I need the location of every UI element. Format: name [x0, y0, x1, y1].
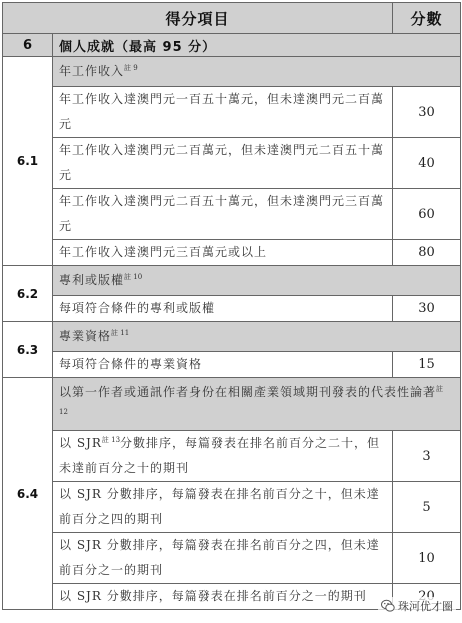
row-score: 60	[393, 189, 461, 240]
table-row	[3, 240, 461, 266]
group-number: 6.3	[3, 322, 53, 378]
row-score: 5	[393, 482, 461, 533]
header-item-column: 得分項目	[3, 3, 393, 34]
row-text: 年工作收入達澳門元二百萬元，但未達澳門元二百五十萬元	[53, 138, 393, 189]
row-score: 30	[393, 87, 461, 138]
row-text: 年工作收入達澳門元二百五十萬元，但未達澳門元三百萬元	[53, 189, 393, 240]
group-title-row	[3, 57, 461, 87]
table-row	[3, 87, 461, 138]
row-score: 30	[393, 296, 461, 322]
wechat-logo-icon	[381, 599, 395, 613]
row-text: 以 SJR 分數排序，每篇發表在排名前百分之一的期刊	[53, 584, 393, 610]
group-title: 專利或版權$^{註 10}$	[53, 266, 461, 296]
watermark	[378, 597, 456, 615]
row-text: 年工作收入達澳門元一百五十萬元，但未達澳門元二百萬元	[53, 87, 393, 138]
table-row	[3, 296, 461, 322]
table-row	[3, 189, 461, 240]
table-row	[3, 533, 461, 584]
row-score: 80	[393, 240, 461, 266]
group-title-row	[3, 378, 461, 431]
row-text: 以 SJR 分數排序，每篇發表在排名前百分之十，但未達前百分之四的期刊	[53, 482, 393, 533]
row-score: 15	[393, 352, 461, 378]
group-title: 年工作收入$^{註 9}$	[53, 57, 461, 87]
group-title-row	[3, 266, 461, 296]
row-score: 10	[393, 533, 461, 584]
header-score-column: 分數	[393, 3, 461, 34]
group-number: 6.4	[3, 378, 53, 610]
group-title: 以第一作者或通訊作者身份在相關產業領域期刊發表的代表性論著$^{註 12}$	[53, 378, 461, 431]
row-text: 每項符合條件的專利或版權	[53, 296, 393, 322]
group-title: 專業資格$^{註 11}$	[53, 322, 461, 352]
table-row	[3, 352, 461, 378]
table-header-row	[3, 3, 461, 34]
footnote-ref: 註 9	[124, 64, 138, 72]
row-text: 以 $SJR^{註 13}$分數排序，每篇發表在排名前百分之二十，但未達前百分之十的期刊	[53, 431, 393, 482]
footnote-ref: 註 11	[111, 329, 130, 337]
row-text: 年工作收入達澳門元三百萬元或以上	[53, 240, 393, 266]
section-row	[3, 34, 461, 57]
section-title: 個人成就（最高 95 分）	[53, 34, 461, 57]
footnote-ref: 註 10	[124, 273, 143, 281]
group-number: 6.1	[3, 57, 53, 266]
group-number: 6.2	[3, 266, 53, 322]
row-text: 每項符合條件的專業資格	[53, 352, 393, 378]
group-title-row	[3, 322, 461, 352]
row-text: 以 SJR 分數排序，每篇發表在排名前百分之四，但未達前百分之一的期刊	[53, 533, 393, 584]
footnote-ref: 註 13	[101, 436, 121, 444]
row-score: 40	[393, 138, 461, 189]
table-row	[3, 482, 461, 533]
watermark-text: 珠河优才圈	[398, 600, 453, 613]
row-score: 3	[393, 431, 461, 482]
footnote-ref: 註 12	[59, 385, 444, 416]
table-row	[3, 138, 461, 189]
scoring-table	[2, 2, 461, 610]
section-number: 6	[3, 34, 53, 57]
table-row	[3, 431, 461, 482]
